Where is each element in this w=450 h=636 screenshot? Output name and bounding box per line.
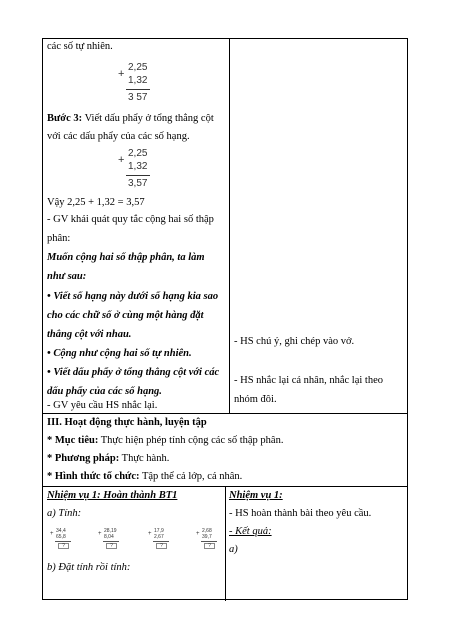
plus-sign: + (196, 531, 200, 537)
step3-text: Viết dấu phẩy ở tổng thẳng cột (84, 113, 214, 124)
exercise-addend-1: 17,9 (154, 528, 164, 534)
task1-title: Nhiệm vụ 1: Hoàn thành BT1 (47, 490, 178, 501)
hs-note-line: - HS chú ý, ghi chép vào vở. (234, 336, 355, 347)
answer-box: ? (58, 543, 69, 549)
conclusion-line: Vậy 2,25 + 1,32 = 3,57 (47, 197, 145, 208)
goal-text: Thực hiện phép tính cộng các số thập phân. (100, 435, 284, 446)
bullet-dot: • (47, 348, 51, 359)
addend-1: 2,25 (128, 148, 148, 159)
bullet2-text: Cộng như cộng hai số tự nhiên. (53, 348, 192, 359)
bullet1-line-a (47, 290, 218, 304)
bullet3-line-a (47, 366, 219, 380)
answer-box: ? (106, 543, 117, 549)
plus-sign: + (98, 531, 102, 537)
bullet3-text: Viết dấu phẩy ở tổng thẳng cột với các (53, 367, 220, 378)
gv-rule-line-b: phân: (47, 233, 71, 244)
section3-heading: III. Hoạt động thực hành, luyện tập (47, 417, 207, 428)
addition-calc-1 (118, 62, 158, 106)
sum-line (55, 541, 71, 542)
bullet3-line-b: dấu phẩy của các số hạng. (47, 386, 162, 397)
method-line (47, 452, 169, 466)
form-line (47, 470, 242, 484)
exercise-addend-2: 2,67 (154, 534, 164, 540)
bullet1-line-b: cho các chữ số ở cùng một hàng đặt (47, 310, 204, 321)
column-divider-lower (225, 486, 226, 601)
sum-line (126, 89, 150, 90)
form-label: * Hình thức tổ chức: (47, 471, 140, 482)
addend-1: 2,25 (128, 62, 148, 73)
goal-line (47, 434, 283, 448)
sum-line (103, 541, 119, 542)
hs-repeat-line-a: - HS nhắc lại cá nhân, nhắc lại theo (234, 375, 383, 386)
exercise-addend-2: 65,8 (56, 534, 66, 540)
exercise-addend-2: 39,7 (202, 534, 212, 540)
rule-line-b: như sau: (47, 271, 87, 282)
addend-2: 1,32 (128, 75, 148, 86)
method-text: Thực hành. (121, 453, 170, 464)
goal-label: * Mục tiêu: (47, 435, 99, 446)
row-divider-section3 (43, 413, 407, 414)
plus-sign: + (148, 531, 152, 537)
bullet-dot: • (47, 291, 51, 302)
gv-request-line: - GV yêu cầu HS nhắc lại. (47, 400, 158, 411)
line-natural-numbers: các số tự nhiên. (47, 41, 113, 52)
bullet1-text: Viết số hạng này dưới số hạng kia sao (53, 291, 219, 302)
sum-line (126, 175, 150, 176)
exercise-addend-2: 8,04 (104, 534, 114, 540)
form-text: Tập thể cả lớp, cá nhân. (141, 471, 243, 482)
result-label: - Kết quả: (229, 526, 272, 537)
rule-line-a: Muốn cộng hai số thập phân, ta làm (47, 252, 205, 263)
plus-sign: + (50, 531, 54, 537)
answer-box: ? (156, 543, 167, 549)
sum-line (153, 541, 169, 542)
task1-right-title: Nhiệm vụ 1: (229, 490, 283, 501)
plus-sign: + (118, 154, 125, 166)
task1-part-a: a) Tính: (47, 508, 82, 519)
method-label: * Phương pháp: (47, 453, 120, 464)
bullet2-line (47, 347, 192, 361)
plus-sign: + (118, 68, 125, 80)
step3-label: Bước 3: (47, 113, 83, 124)
exercise-addend-1: 34,4 (56, 528, 66, 534)
bullet-dot: • (47, 367, 51, 378)
gv-rule-line-a: - GV khái quát quy tắc cộng hai số thập (47, 214, 214, 225)
addition-calc-2 (118, 148, 158, 192)
exercise-addend-1: 28,19 (104, 528, 117, 534)
step3-line-b: với các dấu phẩy của các số hạng. (47, 131, 190, 142)
exercise-addend-1: 2,68 (202, 528, 212, 534)
sum-result: 3,57 (128, 178, 148, 189)
bullet1-line-c: thẳng cột với nhau. (47, 329, 132, 340)
step3-line-a (47, 112, 214, 126)
result-part-a: a) (229, 544, 238, 555)
addend-2: 1,32 (128, 161, 148, 172)
hs-repeat-line-b: nhóm đôi. (234, 394, 277, 405)
answer-box: ? (204, 543, 215, 549)
task1-right-line1: - HS hoàn thành bài theo yêu cầu. (229, 508, 372, 519)
column-divider-upper (229, 39, 230, 413)
sum-result: 3 57 (128, 92, 148, 103)
sum-line (201, 541, 217, 542)
task1-part-b: b) Đặt tính rồi tính: (47, 562, 131, 573)
